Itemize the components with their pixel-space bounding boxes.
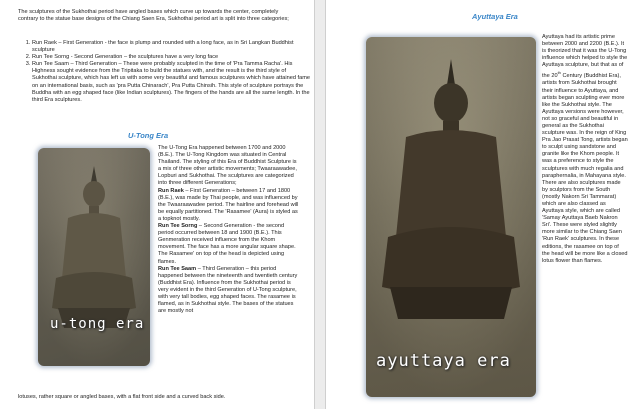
category-item: 3. Run Tee Saam – Third Generation – These were probably sculpted in the time of 'Pra Tamma Racha'. His Highness sought evidence from the Tripitaka to build the statues with, and the result is the third style of Sukhothai sculpture, which has left us with some very beautiful and famous sculptures which have attained fame on an international basis, such as 'pra Putta Chinarach', Pra Putta Chinsih. This style of sculpture portrays the Buddha with an egg shaped face (like Indian sculptures). The fingers of the hands are all the same length. In the third Era sculptures. bbox=[32, 61, 310, 104]
utong-era-title: U-Tong Era bbox=[128, 131, 169, 140]
ayuttaya-text-column: Ayuttaya had its artistic prime between 2000 and 2200 (B.E.). It is theorized that it was the U-Tong influence which helped to style the Ayuttaya sculpture, but that as of the 20th Century (Buddhist Era), artists from Sukhothai brought their influence to Ayuttaya, and artists began sculpting ever more like the Sukhothai style. The Ayuttaya versions were however, not so graceful and beautiful in general as the Sukhothai sculpture was. In the reign of King Pra Jao Prasat Tong, artists began to sculpt using sandstone and granite like the Khom people. It was a preference to style the sculptures with much regalia and paraphernalia, in Mahayana style. There are also sculptures made by sculptors from the South (mostly Nakorn Sri Tammarat) which are also classed as Ayuttaya style, which are called 'Samay Ayuttaya Baeb Nakron Sri'. These were styled slightly more similar to the Chiang Saen 'Run Raek' sculptures. In these editions, the rasamee on top of the head will be more like a closed lotus flower than flames. bbox=[542, 34, 628, 264]
buddha-statue-image bbox=[38, 148, 150, 366]
ayuttaya-era-title: Ayuttaya Era bbox=[472, 12, 518, 21]
photo-caption: u-tong era bbox=[50, 316, 145, 332]
ayuttaya-buddha-photo bbox=[366, 37, 536, 397]
utong-paragraph: Run Raek – First Generation – between 17 and 1800 (B.E.), was made by Thai people, and was influenced by the Twaaraawadee period. The hairline and forehead will be equally partitioned. The 'Rasamee' (Aura) is styled as a topknot mostly. bbox=[158, 187, 299, 222]
photo-caption: ayuttaya era bbox=[376, 351, 511, 371]
category-item: 1. Run Raek – First Generation - the face is plump and rounded with a long face, as in Sri Langkan Buddhist sculpture bbox=[32, 40, 310, 54]
utong-paragraph: Run Tee Sorng – Second Generation - the second period occurred between 18 and 1900 (B.E.). This Genmeration received influence from the Khom movement. The face has a more angular square shape. The Rasamee' on top of the head is depicted using flames. bbox=[158, 223, 296, 265]
category-item: 2. Run Tee Sorng - Second Generation – the sculptures have a very long face bbox=[32, 54, 310, 61]
buddha-statue-image bbox=[366, 37, 536, 397]
page-gutter bbox=[314, 0, 326, 409]
right-page bbox=[326, 0, 640, 409]
utong-paragraph: Run Tee Saam – Third Generation – this period happened between the nineteenth and twentieth century (Buddhist Era). Influence from the Sukhothai period is very evident in the third Generation of U-Tong sculpture, with very tall bodies, egg shaped faces. The rasamee is flamed, as in Sukhothai style. The bases of the statues are mostly not bbox=[158, 265, 298, 315]
left-page bbox=[0, 0, 314, 409]
utong-text-column bbox=[158, 145, 300, 315]
intro-paragraph: The sculptures of the Sukhothai period have angled bases which curve up towards the center, completely contrary to the statue base designs of the Chiang Saen Era, Sukhothai period art is split into three categories; bbox=[18, 9, 289, 23]
utong-paragraph: The U-Tong Era happened between 1700 and 2000 (B.E.). The U-Tong Kingdom was situated in Central Thailand. The styling of this Era of Buddhist Sculpture is a mix of three other artistic movements; Twaaraawadee, Lopburi and Sukhothai. The sculptures are categorized into three different Generations; bbox=[158, 145, 297, 187]
utong-buddha-photo bbox=[38, 148, 150, 366]
category-list bbox=[18, 40, 310, 104]
bottom-line: lotuses, rather square or angled bases, with a flat front side and a curved back side. bbox=[18, 394, 226, 400]
